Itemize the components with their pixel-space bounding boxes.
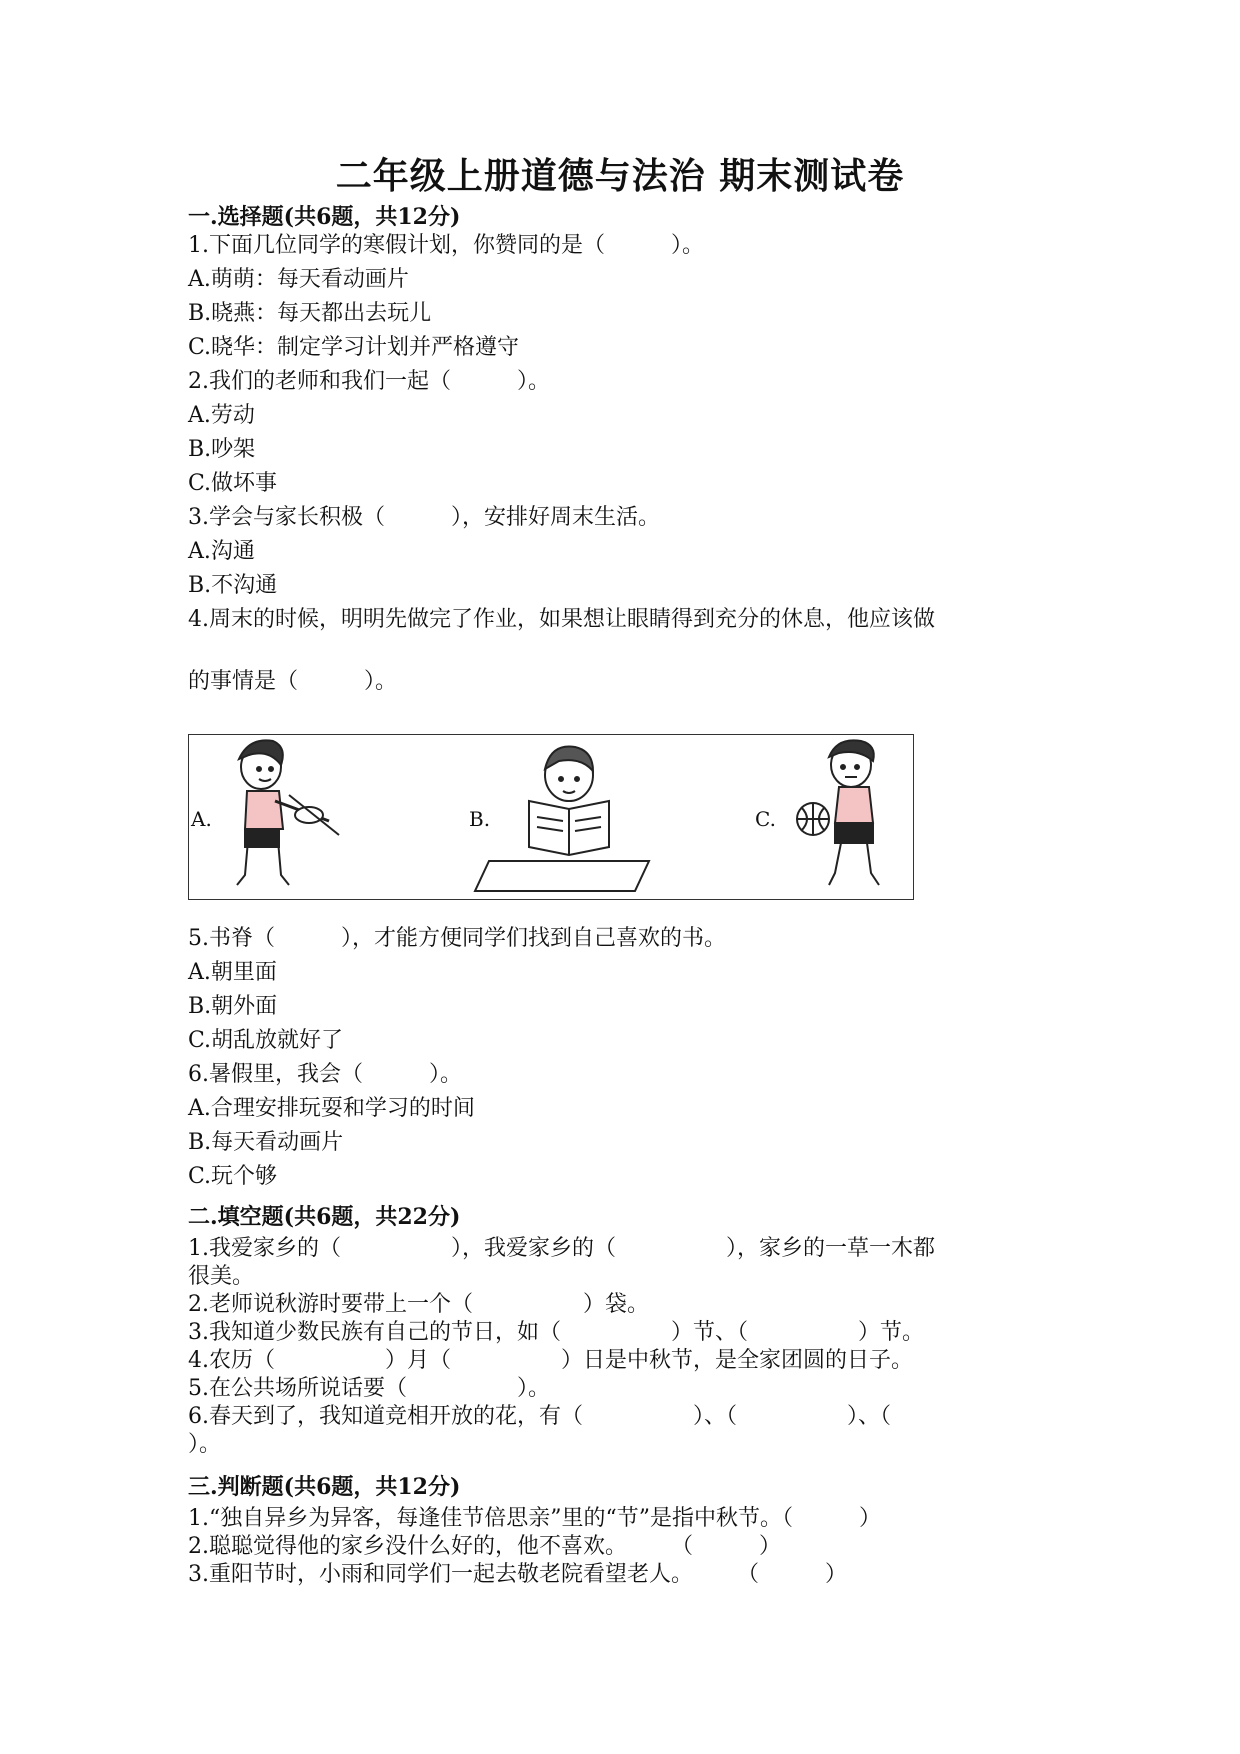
question-line: 4.农历（ ）月（ ）日是中秋节，是全家团圆的日子。 — [188, 1348, 913, 1373]
question-line: 1.“独自异乡为异客，每逢佳节倍思亲”里的“节”是指中秋节。（ ） — [188, 1506, 881, 1531]
option-line: B.朝外面 — [188, 994, 278, 1019]
option-line: C.玩个够 — [188, 1164, 278, 1189]
question-line: 6.暑假里，我会（ ）。 — [188, 1062, 462, 1087]
basketball-player-icon — [189, 735, 915, 901]
option-line: C.晓华：制定学习计划并严格遵守 — [188, 335, 520, 360]
question-line: 2.老师说秋游时要带上一个（ ）袋。 — [188, 1292, 649, 1317]
question-line: 很美。 — [188, 1264, 255, 1289]
option-line: B.每天看动画片 — [188, 1130, 344, 1155]
option-line: A.沟通 — [188, 539, 255, 564]
question-line: 6.春天到了，我知道竞相开放的花，有（ ）、（ ）、（ — [188, 1404, 891, 1429]
option-line: A.合理安排玩耍和学习的时间 — [188, 1096, 475, 1121]
question-line: 1.我爱家乡的（ ），我爱家乡的（ ），家乡的一草一木都 — [188, 1236, 935, 1261]
question-line: 5.在公共场所说话要（ ）。 — [188, 1376, 550, 1401]
section-heading-fill: 二.填空题(共6题，共22分) — [188, 1204, 461, 1230]
question-line: 4.周末的时候，明明先做完了作业，如果想让眼睛得到充分的休息，他应该做 — [188, 607, 935, 632]
option-line: C.做坏事 — [188, 471, 278, 496]
option-line: B.晓燕：每天都出去玩儿 — [188, 301, 432, 326]
question-line: 1.下面几位同学的寒假计划，你赞同的是（ ）。 — [188, 233, 704, 258]
section-heading-choice: 一.选择题(共6题，共12分) — [188, 204, 461, 230]
option-line: A.萌萌：每天看动画片 — [188, 267, 409, 292]
option-line: B.吵架 — [188, 437, 256, 462]
option-line: A.劳动 — [188, 403, 255, 428]
question-line: 3.我知道少数民族有自己的节日，如（ ）节、（ ）节。 — [188, 1320, 924, 1345]
question-line: ）。 — [188, 1432, 222, 1457]
question-line: 的事情是（ ）。 — [188, 669, 398, 694]
figure-label-c: C. — [755, 807, 776, 831]
option-line: A.朝里面 — [188, 960, 277, 985]
question-line: 3.重阳节时，小雨和同学们一起去敬老院看望老人。 （ ） — [188, 1562, 847, 1587]
option-line: B.不沟通 — [188, 573, 278, 598]
question-line: 2.聪聪觉得他的家乡没什么好的，他不喜欢。 （ ） — [188, 1534, 781, 1559]
section-heading-judge: 三.判断题(共6题，共12分) — [188, 1474, 461, 1500]
question-line: 2.我们的老师和我们一起（ ）。 — [188, 369, 550, 394]
figure-label-b: B. — [469, 807, 491, 831]
question-line: 5.书脊（ ），才能方便同学们找到自己喜欢的书。 — [188, 926, 726, 951]
page-title: 二年级上册道德与法治 期末测试卷 — [335, 155, 905, 197]
answer-figure — [188, 734, 914, 900]
figure-label-a: A. — [191, 807, 212, 831]
option-line: C.胡乱放就好了 — [188, 1028, 344, 1053]
question-line: 3.学会与家长积极（ ），安排好周末生活。 — [188, 505, 660, 530]
